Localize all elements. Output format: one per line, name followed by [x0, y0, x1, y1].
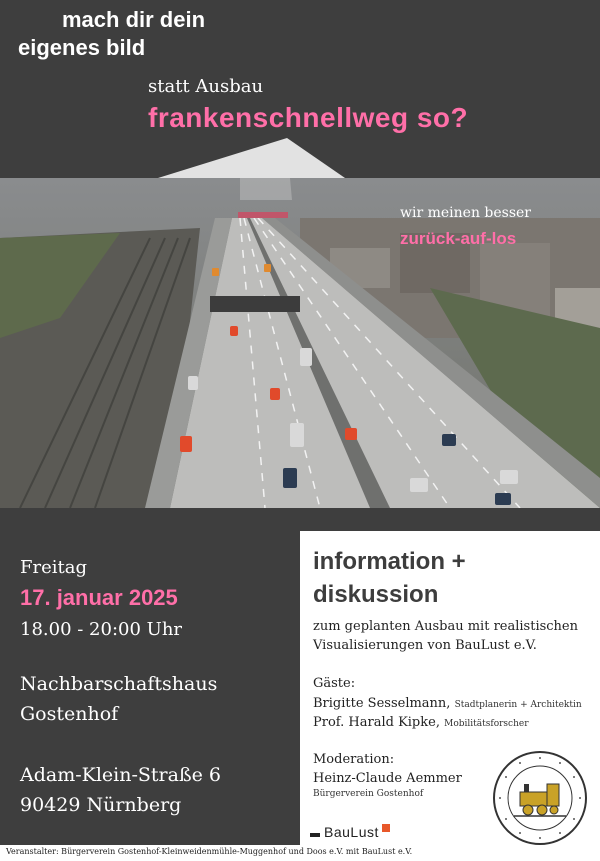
headline-question: frankenschnellweg so? [148, 102, 469, 133]
headline-line1: mach dir dein [62, 7, 206, 32]
guest-2-name: Prof. Harald Kipke, [313, 715, 440, 730]
footer-organizer: Veranstalter: Bürgerverein Gostenhof-Kleinweidenmühle-Muggenhof und Doos e.V. mit BauLust e.V. [6, 847, 413, 856]
guest-2 [313, 714, 529, 733]
venue-district: Gostenhof [20, 703, 119, 725]
moderation-label: Moderation: [313, 752, 395, 767]
logo-text: BauLust [324, 824, 379, 840]
venue-city: 90429 Nürnberg [20, 794, 182, 816]
guests-label: Gäste: [313, 676, 356, 691]
guest-1-role: Stadtplanerin + Architektin [454, 700, 582, 710]
guest-1 [313, 695, 582, 714]
moderator-name: Heinz-Claude Aemmer [313, 771, 462, 786]
event-time: 18.00 - 20:00 Uhr [20, 619, 183, 640]
info-title-line1: information + [313, 548, 466, 575]
venue-name: Nachbarschaftshaus [20, 673, 218, 695]
info-description-line2: Visualisierungen von BauLust e.V. [313, 638, 537, 653]
guest-2-role: Mobilitätsforscher [444, 719, 529, 729]
venue-street: Adam-Klein-Straße 6 [20, 764, 222, 786]
event-day: Freitag [20, 557, 87, 578]
logo-bar-icon [310, 833, 320, 837]
photo-caption-line1: wir meinen besser [400, 205, 532, 221]
headline-line2: eigenes bild [18, 35, 146, 60]
guest-1-name: Brigitte Sesselmann, [313, 696, 451, 711]
moderator-org: Bürgerverein Gostenhof [313, 789, 424, 799]
info-description-line1: zum geplanten Ausbau mit realistischen [313, 619, 578, 634]
photo-caption-line2: zurück-auf-los [400, 229, 517, 248]
baulust-logo [310, 824, 390, 840]
locomotive-seal-icon [492, 750, 588, 846]
info-title-line2: diskussion [313, 581, 439, 608]
statt-ausbau-text: statt Ausbau [148, 76, 264, 97]
logo-square-icon [382, 824, 390, 832]
event-date: 17. januar 2025 [20, 585, 178, 610]
buergerverein-seal [492, 750, 588, 846]
